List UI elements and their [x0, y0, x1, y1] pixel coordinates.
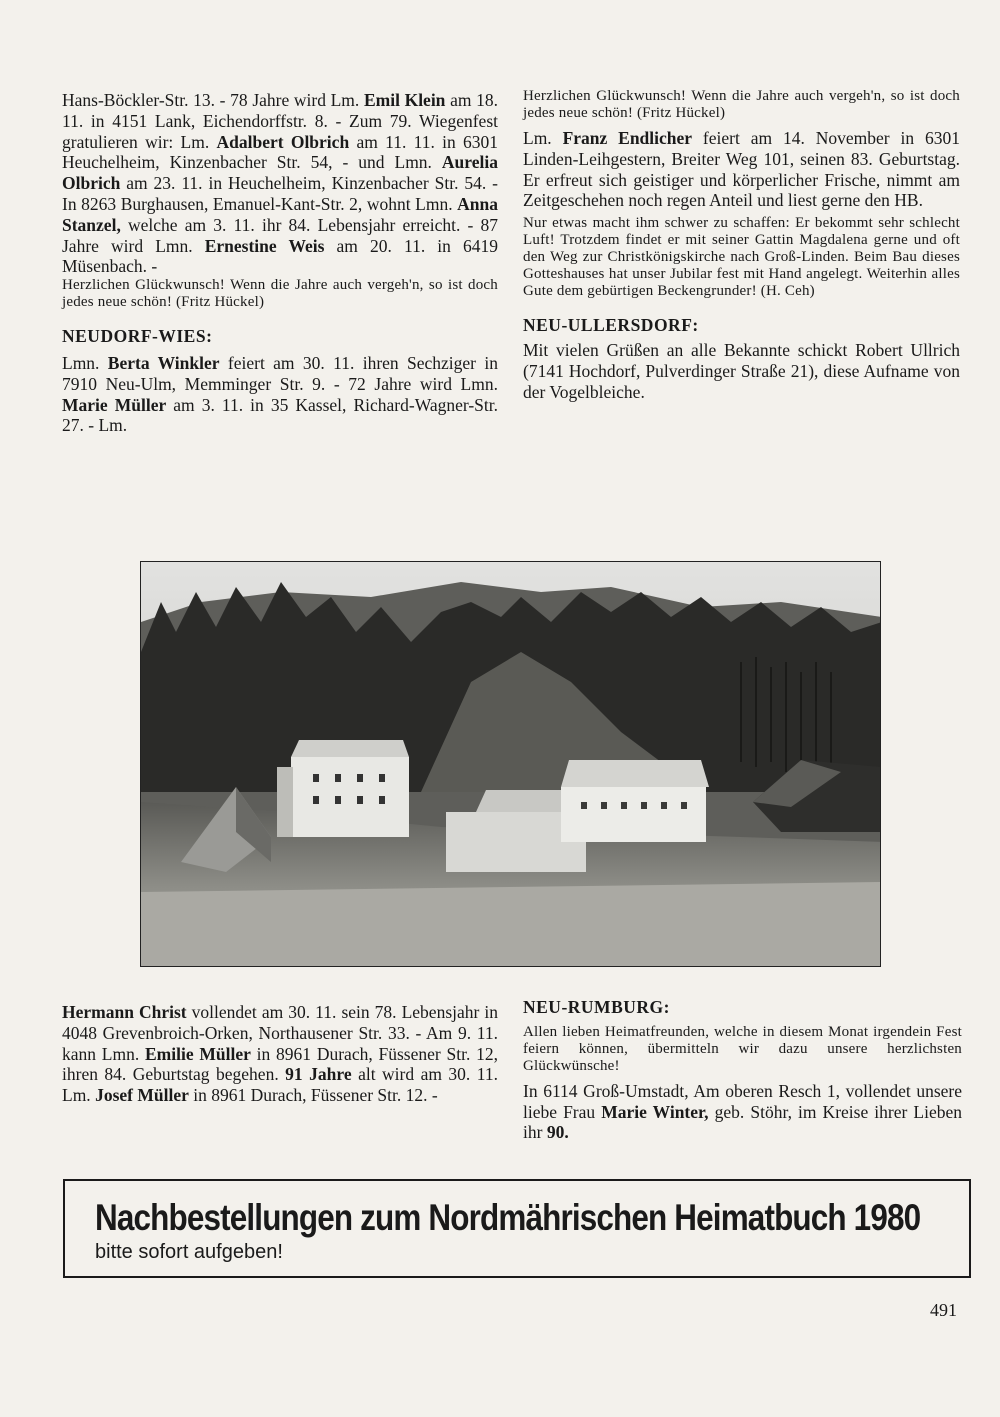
bold-name: 90.	[546, 1122, 569, 1143]
text-run: Lm.	[523, 128, 563, 148]
text-run: Lmn.	[62, 352, 108, 373]
paragraph-marie-winter	[523, 1081, 962, 1143]
advertisement-box	[63, 1179, 971, 1278]
bold-name: Emil Klein	[363, 90, 446, 110]
paragraph-neudorf-wies	[62, 353, 498, 436]
text-run: am 11. 11. in 6301 Heuchelheim, Kinzenbacher Str. 54, - und Lmn.	[62, 131, 498, 173]
text-run: feiert am 14. November in 6301 Linden-Leihgestern, Breiter Weg 101, seinen 83. Geburtstag. Er erfreut sich geistiger und körperlicher Frische, nimmt am Zeitgeschehen noch regen Anteil und liest gerne den HB.	[523, 128, 960, 211]
bold-name: Emilie Müller	[145, 1043, 251, 1064]
page-number: 491	[930, 1300, 957, 1320]
paragraph-franz-endlicher-details: Nur etwas macht ihm schwer zu schaffen: Er bekommt sehr schlecht Luft! Trotzdem findet er mit seiner Gattin Magdalena gerne und oft den Weg zur Christkönigskirche nach Groß-Linden. Beim Bau dieses Gotteshauses hat unser Jubilar fest mit Hand angelegt. Weiterhin alles Gute dem gebürtigen Beckengrunder! (H. Ceh)	[523, 215, 960, 300]
text-run: in 8961 Durach, Füssener Str. 12, ihren 84. Geburtstag begehen.	[62, 1043, 498, 1085]
paragraph-hermann-christ	[62, 1002, 498, 1106]
text-run: Mit vielen Grüßen an alle Bekannte schickt Robert Ullrich (7141 Hochdorf, Pulverdinger Straße 21), diese Aufname von der Vogelbleiche.	[523, 339, 960, 402]
text-run: Hans-Böckler-Str. 13. - 78 Jahre wird Lm.	[62, 90, 364, 110]
bold-name: Adalbert Olbrich	[216, 131, 350, 152]
column-left-bottom	[62, 1002, 498, 1106]
text-run: welche am 3. 11. ihr 84. Lebensjahr erreicht. - 87 Jahre wird Lmn.	[62, 214, 498, 256]
paragraph-franz-endlicher	[523, 128, 960, 211]
bold-name: Ernestine Weis	[204, 235, 325, 256]
text-run: vollendet am 30. 11. sein 78. Lebensjahr in 4048 Grevenbroich-Orken, Northausener Str. 33. - Am 9. 11. kann Lmn.	[62, 1002, 498, 1064]
column-right-top	[523, 88, 960, 402]
bold-name: Marie Winter,	[601, 1101, 709, 1122]
advertisement-title: Nachbestellungen zum Nordmährischen Heimatbuch 1980	[95, 1197, 921, 1238]
text-run: In 6114 Groß-Umstadt, Am oberen Resch 1, vollendet unsere liebe Frau	[523, 1080, 962, 1122]
text-run: in 8961 Durach, Füssener Str. 12. -	[188, 1085, 438, 1106]
photo-vogelbleiche	[140, 561, 881, 967]
bold-name: 91 Jahre	[285, 1064, 352, 1085]
text-run: am 23. 11. in Heuchelheim, Kinzenbacher Str. 54. - In 8263 Burghausen, Emanuel-Kant-Str. 2, wohnt Lmn.	[62, 173, 498, 214]
bold-name: Anna Stanzel,	[62, 193, 498, 235]
bold-name: Hermann Christ	[62, 1002, 187, 1022]
quote-fritz-hueckel-continued: Herzlichen Glückwunsch! Wenn die Jahre auch vergeh'n, so ist doch jedes neue schön! (Fritz Hückel)	[523, 88, 960, 121]
quote-fritz-hueckel: Herzlichen Glückwunsch! Wenn die Jahre auch vergeh'n, so ist doch jedes neue schön! (Fritz Hückel)	[62, 277, 498, 311]
bold-name: Berta Winkler	[107, 352, 220, 373]
section-heading-neu-rumburg: NEU-RUMBURG:	[523, 997, 670, 1017]
paragraph-neu-rumburg-greeting: Allen lieben Heimatfreunden, welche in diesem Monat irgendein Fest feiern können, übermitteln wir dazu unsere herzlichsten Glückwünsche!	[523, 1023, 962, 1074]
paragraph-birthdays-1	[62, 90, 498, 277]
text-run: am 3. 11. in 35 Kassel, Richard-Wagner-Str. 27. - Lm.	[62, 394, 498, 436]
column-right-bottom	[523, 997, 962, 1143]
text-run: am 18. 11. in 4151 Lank, Eichendorffstr. 8. - Zum 79. Wiegenfest gratulieren wir: Lm.	[62, 90, 498, 152]
text-run: am 20. 11. in 6419 Müsenbach. -	[62, 235, 498, 277]
bold-name: Aurelia Olbrich	[62, 152, 498, 194]
bold-name: Franz Endlicher	[562, 128, 693, 148]
text-run: feiert am 30. 11. ihren Sechziger in 7910 Neu-Ulm, Memminger Str. 9. - 72 Jahre wird Lmn.	[62, 352, 498, 394]
column-left-top	[62, 90, 498, 436]
section-heading-neudorf-wies: NEUDORF-WIES:	[62, 326, 213, 347]
section-heading-neu-ullersdorf: NEU-ULLERSDORF:	[523, 315, 699, 336]
advertisement-subtitle: bitte sofort aufgeben!	[95, 1241, 283, 1263]
paragraph-neu-ullersdorf	[523, 340, 960, 402]
text-run: alt wird am 30. 11. Lm.	[62, 1064, 498, 1106]
text-run: geb. Stöhr, im Kreise ihrer Lieben ihr	[523, 1101, 962, 1143]
bold-name: Marie Müller	[62, 394, 167, 415]
bold-name: Josef Müller	[95, 1085, 189, 1106]
